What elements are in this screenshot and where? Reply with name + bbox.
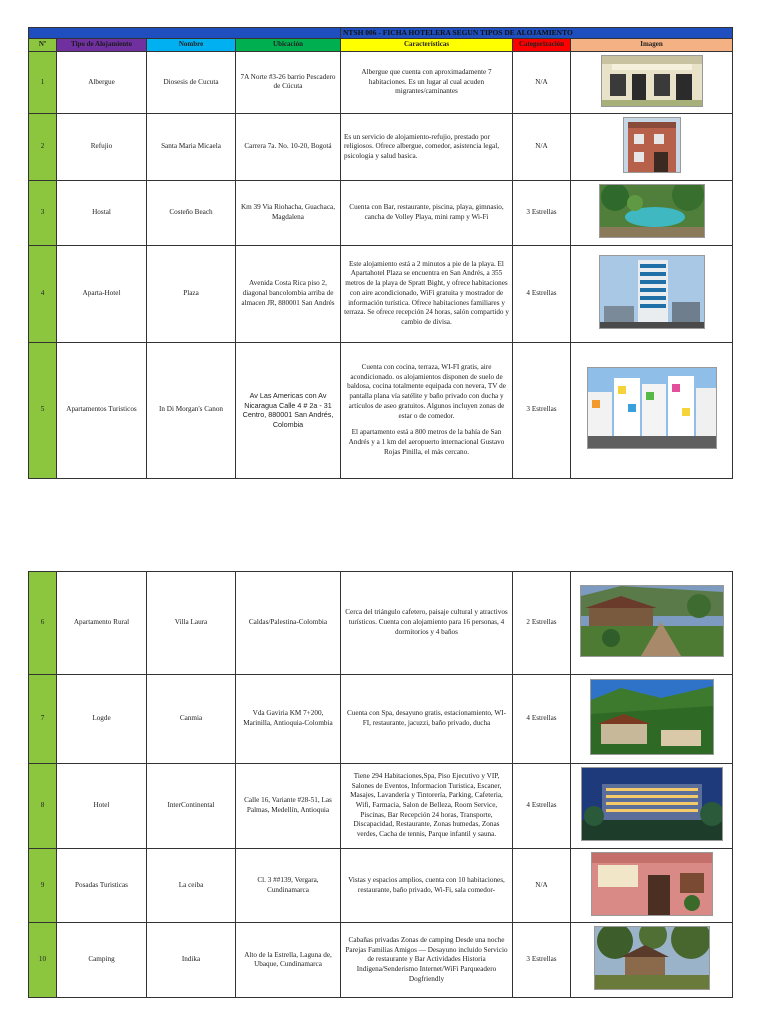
header-caracteristicas: Características [341, 39, 513, 51]
header-imagen: Imagen [571, 39, 733, 51]
row-ubicacion: Carrera 7a. No. 10-20, Bogotá [236, 114, 341, 181]
row-imagen [571, 245, 733, 342]
row-nombre: Costeño Beach [147, 181, 236, 246]
row-number: 5 [29, 342, 57, 478]
row-caracteristicas: Cuenta con Bar, restaurante, piscina, playa, gimnasio, cancha de Volley Playa, mini ramp y Wi-Fi [341, 181, 513, 246]
row-categorizacion: 3 Estrellas [513, 923, 571, 998]
header-num: Nº [29, 39, 57, 51]
row-nombre: In Di Morgan's Canon [147, 342, 236, 478]
row-imagen [571, 848, 733, 923]
row-imagen [571, 181, 733, 246]
hotel-photo [581, 767, 723, 841]
table-row [29, 764, 733, 849]
table-title: NTSH 006 - FICHA HOTELERA SEGUN TIPOS DE ALOJAMIENTO [341, 28, 733, 39]
row-caracteristicas: Cerca del triángulo cafetero, paisaje cultural y atractivos turísticos. Cuenta con alojamiento para 16 personas, 4 dormitorios y 4 baños [341, 572, 513, 675]
row-caracteristicas: Es un servicio de alojamiento-refujio, prestado por religiosos. Ofrece albergue, comedor, asistencia legal, psicologia y salud basica. [341, 114, 513, 181]
header-tipo: Tipo de Alojamiento [57, 39, 147, 51]
row-number: 7 [29, 675, 57, 764]
row-categorizacion: N/A [513, 114, 571, 181]
refugio-photo [623, 117, 681, 173]
row-categorizacion: 4 Estrellas [513, 764, 571, 849]
header-row [29, 39, 733, 51]
row-ubicacion: Calle 16, Variante #28-51, Las Palmas, Medellín, Antioquia [236, 764, 341, 849]
row-caracteristicas: Albergue que cuenta con aproximadamente 7 habitaciones. Es un lugar al cual acuden migrantes/caminantes [341, 51, 513, 114]
table-row [29, 848, 733, 923]
row-ubicacion: Cl. 3 ##139, Vergara, Cundinamarca [236, 848, 341, 923]
header-categorizacion: Categorización [513, 39, 571, 51]
row-number: 3 [29, 181, 57, 246]
table-row [29, 114, 733, 181]
row-caracteristicas-cell [341, 342, 513, 478]
row-ubicacion: Caldas/Palestina-Colombia [236, 572, 341, 675]
row-imagen [571, 51, 733, 114]
row-tipo: Apartamentos Turisticos [57, 342, 147, 478]
hotel-table-page-2 [28, 571, 733, 998]
row-categorizacion: N/A [513, 51, 571, 114]
apartahotel-photo [599, 255, 705, 329]
row-tipo: Hotel [57, 764, 147, 849]
table-row [29, 181, 733, 246]
row-caracteristicas: Este alojamiento está a 2 minutos a pie de la playa. El Apartahotel Plaza se encuentra en San Andrés, a 355 metros de la playa de Spratt Bight, y ofrece habitaciones con aire acondicionado, WiFi gratuita y mostrador de información turística. Ofrece habitaciones familiares y terraza. Se ofrece recepción 24 horas, salón compartido y cambio de divisa. [341, 245, 513, 342]
row-nombre: InterContinental [147, 764, 236, 849]
row-ubicacion: Av Las Americas con Av Nicaragua Calle 4 # 2a - 31 Centro, 880001 San Andrés, Colombia [236, 342, 341, 478]
row-imagen [571, 764, 733, 849]
row-imagen [571, 342, 733, 478]
row-tipo: Aparta-Hotel [57, 245, 147, 342]
row-ubicacion: Vda Gaviria KM 7+200, Marinilla, Antioquia-Colombia [236, 675, 341, 764]
row-number: 1 [29, 51, 57, 114]
row-tipo: Refujio [57, 114, 147, 181]
row-caracteristicas: Cuenta con cocina, terraza, WI-FI gratis, aire acondicionado. os alojamientos disponen de suelo de baldosa, cocina totalmente equipada con nevera, TV de pantalla plana vía satélite y baño privado con ducha y artículos de aseo gratuitos. Algunos incluyen zonas de estar o de comedor. [347, 362, 506, 420]
row-imagen [571, 114, 733, 181]
row-caracteristicas-extra: El apartamento está a 800 metros de la bahía de San Andrés y a 1 km del aeropuerto internacional Gustavo Rojas Pinilla, el más cercano. [348, 428, 505, 456]
row-tipo: Apartamento Rural [57, 572, 147, 675]
row-caracteristicas: Tiene 294 Habitaciones,Spa, Piso Ejecutivo y VIP, Salones de Eventos, Informacion Turistica, Escaner, Masajes, Lavandería y Tintorería, Parking, Cafeteria, Wifi, Farmacia, Salon de Belleza, Room Service, Piscinas, Bar Recepción 24 horas, Transporte, Discapacidad, Restaurante, Zonas humedas, Zonas verdes, Cacha de tennis, Parque infantil y sauna. [341, 764, 513, 849]
table-row [29, 923, 733, 998]
row-caracteristicas: Cuenta con Spa, desayuno gratis, estacionamiento, WI-FI, restaurante, jacuzzi, baño privado, ducha [341, 675, 513, 764]
row-categorizacion: 4 Estrellas [513, 245, 571, 342]
table-row [29, 245, 733, 342]
title-blank [29, 28, 341, 39]
table-row [29, 342, 733, 478]
albergue-photo [601, 55, 703, 107]
title-row [29, 28, 733, 39]
camping-photo [594, 926, 710, 990]
row-number: 6 [29, 572, 57, 675]
row-nombre: Santa Maria Micaela [147, 114, 236, 181]
table-row [29, 572, 733, 675]
row-nombre: Indika [147, 923, 236, 998]
row-tipo: Posadas Turisticas [57, 848, 147, 923]
row-categorizacion: N/A [513, 848, 571, 923]
table-row [29, 51, 733, 114]
row-categorizacion: 4 Estrellas [513, 675, 571, 764]
hotel-table-page-1 [28, 27, 733, 479]
row-tipo: Albergue [57, 51, 147, 114]
row-nombre: Diosesis de Cucuta [147, 51, 236, 114]
header-nombre: Nombre [147, 39, 236, 51]
row-imagen [571, 675, 733, 764]
row-categorizacion: 2 Estrellas [513, 572, 571, 675]
row-imagen [571, 572, 733, 675]
row-tipo: Hostal [57, 181, 147, 246]
row-tipo: Camping [57, 923, 147, 998]
row-categorizacion: 3 Estrellas [513, 181, 571, 246]
row-caracteristicas: Cabañas privadas Zonas de camping Desde una noche Parejas Familias Amigos — Desayuno incluido Servicio de restaurante y Bar Actividades Historia Indígena/Senderismo Internet/WiFi Parqueadero Dogfriendly [341, 923, 513, 998]
hostal-photo [599, 184, 705, 238]
lodge-photo [590, 679, 714, 755]
row-number: 4 [29, 245, 57, 342]
row-number: 10 [29, 923, 57, 998]
posada-photo [591, 852, 713, 916]
row-ubicacion: Km 39 Via Riohacha, Guachaca, Magdalena [236, 181, 341, 246]
row-caracteristicas: Vistas y espacios amplios, cuenta con 10 habitaciones, restaurante, baño privado, Wi-Fi, sala comedor- [341, 848, 513, 923]
row-imagen [571, 923, 733, 998]
row-nombre: La ceiba [147, 848, 236, 923]
row-categorizacion: 3 Estrellas [513, 342, 571, 478]
row-number: 8 [29, 764, 57, 849]
row-ubicacion: 7A Norte #3-26 barrio Pescadero de Cúcuta [236, 51, 341, 114]
row-tipo: Logde [57, 675, 147, 764]
row-number: 2 [29, 114, 57, 181]
row-nombre: Villa Laura [147, 572, 236, 675]
header-ubicacion: Ubicación [236, 39, 341, 51]
row-ubicacion: Avenida Costa Rica piso 2, diagonal bancolombia arriba de almacen JR, 880001 San Andrés [236, 245, 341, 342]
row-ubicacion: Alto de la Estrella, Laguna de, Ubaque, Cundinamarca [236, 923, 341, 998]
row-number: 9 [29, 848, 57, 923]
rural-photo [580, 585, 724, 657]
apartamentos-photo [587, 367, 717, 449]
row-nombre: Canmia [147, 675, 236, 764]
table-row [29, 675, 733, 764]
row-nombre: Plaza [147, 245, 236, 342]
